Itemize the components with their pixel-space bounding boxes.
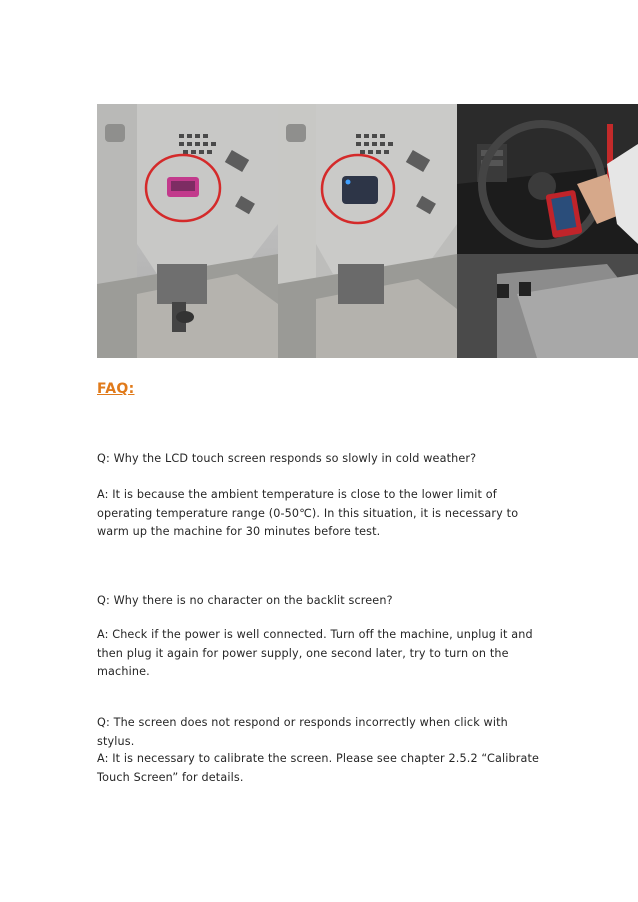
technician-in-car-photo: [457, 104, 638, 358]
photo-strip: [97, 104, 638, 358]
faq-question-1: Q: Why the LCD touch screen responds so slowly in cold weather?: [97, 452, 477, 465]
faq-question-3: Q: The screen does not respond or responds incorrectly when click with stylus.: [97, 716, 508, 748]
obd-port-photo: [97, 104, 278, 358]
faq-answer-2: A: Check if the power is well connected. Turn off the machine, unplug it and then plug it again for power supply, one second later, try to turn on the machine.: [97, 628, 533, 678]
faq-answer-1: A: It is because the ambient temperature is close to the lower limit of operating temperature range (0-50℃). In this situation, it is necessary to warm up the machine for 30 minutes before test.: [97, 488, 519, 538]
connector-plugged-photo: [278, 104, 457, 358]
faq-answer-3: A: It is necessary to calibrate the screen. Please see chapter 2.5.2 “Calibrate Touch Screen” for details.: [97, 752, 540, 784]
faq-heading: FAQ:: [97, 381, 135, 397]
faq-question-2: Q: Why there is no character on the backlit screen?: [97, 594, 393, 607]
